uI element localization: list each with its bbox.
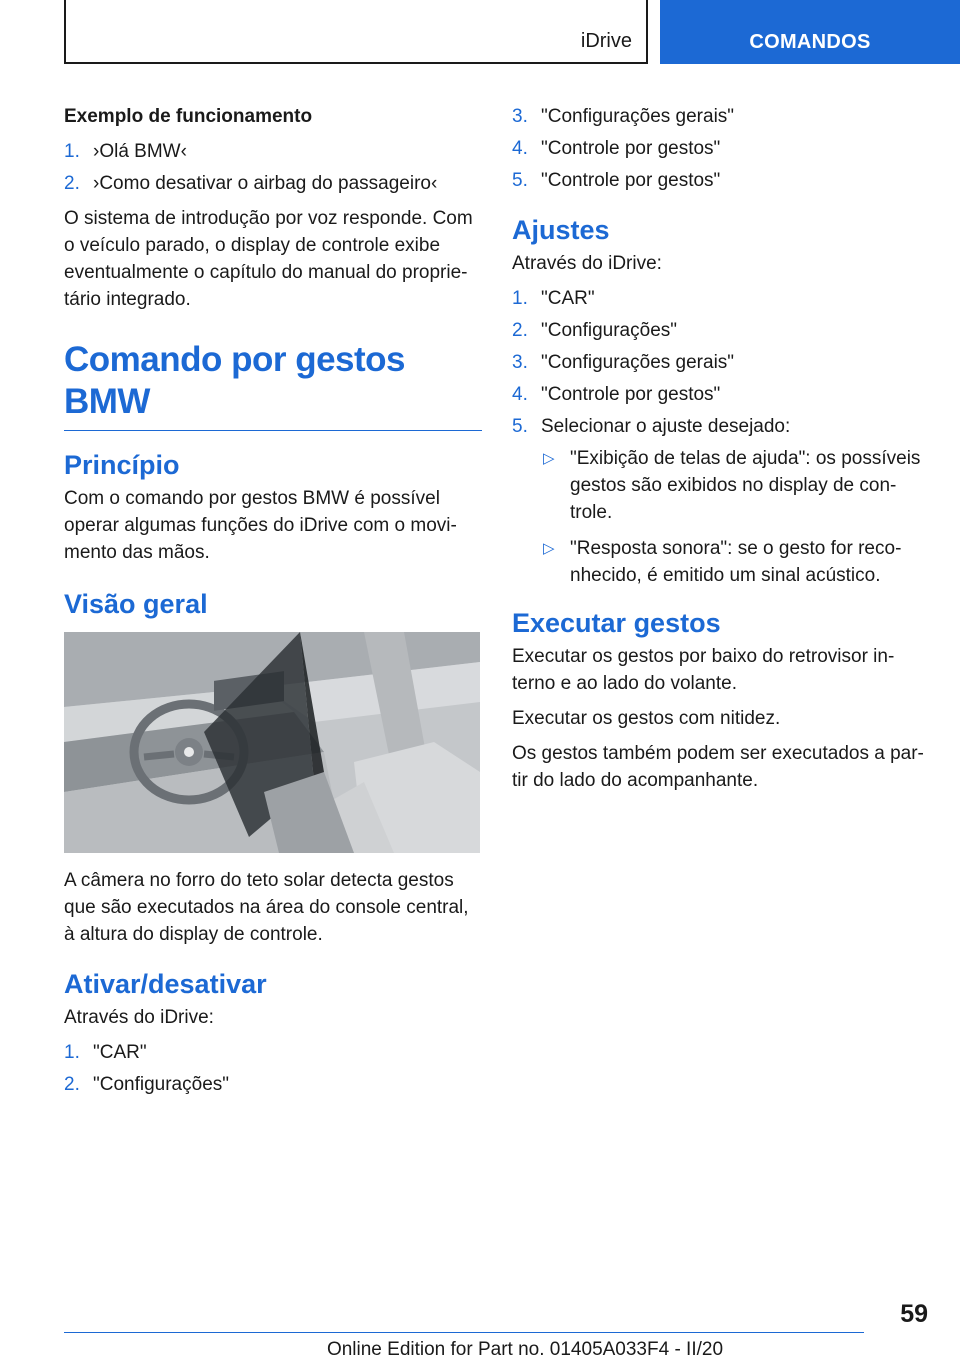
settings-heading: Ajustes [512, 215, 610, 245]
step-number: 1. [64, 141, 80, 162]
step-text: "Controle por gestos" [541, 170, 721, 191]
list-item [64, 138, 482, 165]
step-text: "Controle por gestos" [541, 138, 721, 159]
figure-caption: A câmera no forro do teto solar detecta gestos que são executados na área do console central, à altura do display de controle. [64, 870, 469, 945]
gestures-paragraph: Executar os gestos com nitidez. [512, 708, 781, 729]
step-text: "CAR" [93, 1042, 147, 1063]
step-number: 1. [64, 1042, 80, 1063]
activate-steps [64, 1039, 482, 1098]
footer-edition: Online Edition for Part no. 01405A033F4 - II/20 [326, 1339, 724, 1360]
list-item [64, 170, 482, 197]
example-steps [64, 138, 482, 197]
list-item [541, 535, 930, 589]
triangle-right-icon: ▷ [543, 450, 555, 467]
step-number: 2. [64, 173, 80, 194]
settings-intro: Através do iDrive: [512, 253, 662, 274]
settings-options [541, 445, 930, 589]
list-item [512, 135, 930, 162]
continued-steps [512, 103, 930, 194]
example-paragraph: O sistema de introdução por voz responde. Com o veículo parado, o display de controle exibe eventualmente o capítulo do manual do proprietário integrado. [64, 208, 473, 310]
step-text: "Configurações" [541, 320, 678, 341]
list-item [512, 381, 930, 408]
chapter-title: Comando por gestos BMW [64, 339, 482, 431]
step-text: "Controle por gestos" [541, 384, 721, 405]
chapter-tab[interactable]: COMANDOS [660, 0, 960, 64]
activate-heading: Ativar/desativar [64, 969, 267, 999]
footer-divider [64, 1332, 864, 1333]
principle-text: Com o comando por gestos BMW é possível operar algumas funções do iDrive com o movimento das mãos. [64, 488, 457, 563]
step-number: 2. [512, 320, 528, 341]
step-text: "CAR" [541, 288, 595, 309]
overview-heading: Visão geral [64, 589, 208, 619]
gestures-paragraph: Executar os gestos por baixo do retrovisor interno e ao lado do volante. [512, 646, 895, 694]
page-number: 59 [900, 1300, 928, 1328]
step-number: 1. [512, 288, 528, 309]
activate-intro: Através do iDrive: [64, 1007, 214, 1028]
gestures-paragraph: Os gestos também podem ser executados a partir do lado do acompanhante. [512, 743, 924, 791]
list-item [64, 1039, 482, 1066]
list-item [512, 103, 930, 130]
list-item [512, 349, 930, 376]
step-number: 3. [512, 106, 528, 127]
step-text: "Configurações gerais" [541, 106, 735, 127]
step-text: Selecionar o ajuste desejado: [541, 416, 791, 437]
step-number: 2. [64, 1074, 80, 1095]
list-item [512, 413, 930, 589]
list-item [64, 1071, 482, 1098]
step-number: 3. [512, 352, 528, 373]
step-text: "Configurações" [93, 1074, 230, 1095]
list-item [541, 445, 930, 526]
step-number: 5. [512, 416, 528, 437]
list-item [512, 317, 930, 344]
right-column [512, 103, 930, 802]
header-frame [64, 0, 648, 64]
step-number: 4. [512, 384, 528, 405]
principle-heading: Princípio [64, 450, 180, 480]
header-section-title: iDrive [580, 30, 632, 52]
step-number: 5. [512, 170, 528, 191]
option-text: "Exibição de telas de ajuda": os possíveis gestos são exibidos no display de controle. [570, 448, 921, 523]
example-title: Exemplo de funcionamento [64, 106, 313, 127]
list-item [512, 285, 930, 312]
gestures-heading: Executar gestos [512, 608, 721, 638]
list-item [512, 167, 930, 194]
triangle-right-icon: ▷ [543, 540, 555, 557]
step-text: ›Olá BMW‹ [93, 141, 187, 162]
left-column [64, 103, 482, 1106]
step-text: "Configurações gerais" [541, 352, 735, 373]
option-text: "Resposta sonora": se o gesto for reconhecido, é emitido um sinal acústico. [570, 538, 902, 586]
car-interior-illustration [64, 632, 480, 853]
step-number: 4. [512, 138, 528, 159]
settings-steps [512, 285, 930, 589]
step-text: ›Como desativar o airbag do passageiro‹ [93, 173, 438, 194]
